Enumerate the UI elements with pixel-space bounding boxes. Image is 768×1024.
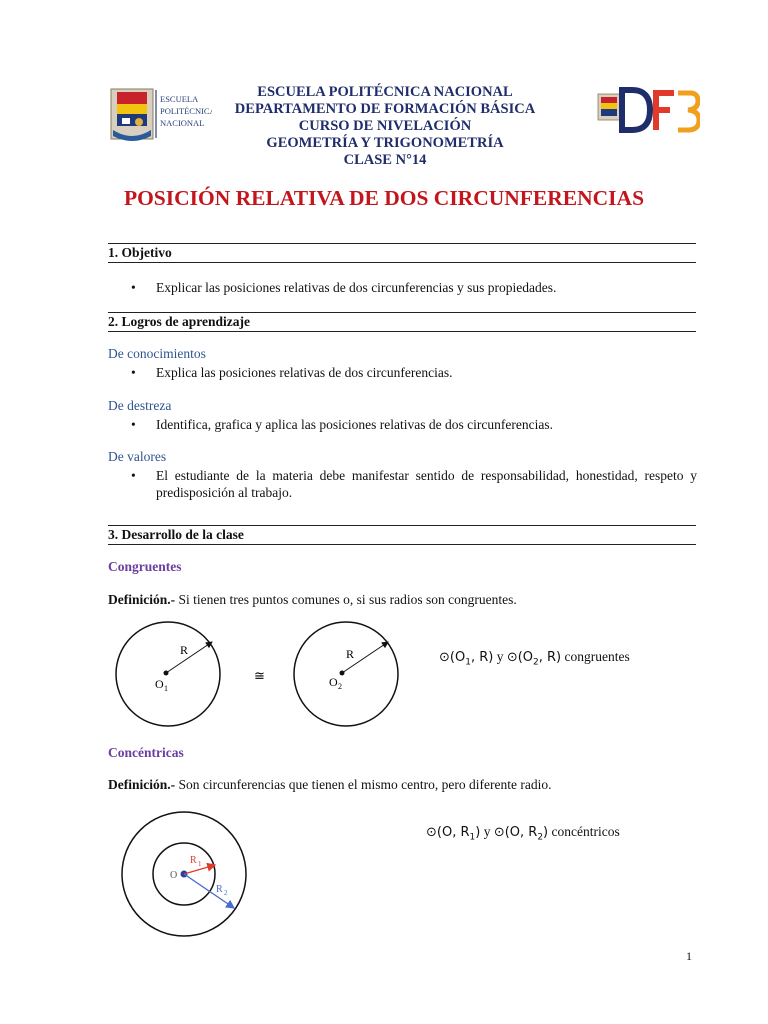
notation-c2-end: , R) [538, 650, 562, 665]
header-line-2: DEPARTAMENTO DE FORMACIÓN BÁSICA [234, 101, 536, 117]
notation-word: concéntricos [548, 824, 620, 839]
notation-c1: ⊙(O, R [426, 825, 470, 840]
definition-congruentes [108, 592, 698, 608]
concentric-circles-figure [112, 808, 252, 946]
list-item [131, 467, 697, 501]
notation-concentricas [426, 824, 620, 843]
header-line-3: CURSO DE NIVELACIÓN [298, 118, 472, 134]
notation-c1-sub: 1 [469, 832, 476, 843]
notation-c2-end: ) [543, 825, 549, 840]
center-label-2-sub: 2 [338, 682, 342, 691]
notation-y: y [480, 824, 494, 839]
center-label-1-sub: 1 [164, 684, 168, 693]
notation-c1-end: ) [475, 825, 481, 840]
objetivo-text: Explicar las posiciones relativas de dos circunferencias y sus propiedades. [156, 280, 557, 295]
center-label-2: O [329, 675, 338, 689]
definition-text: Si tienen tres puntos comunes o, si sus radios son congruentes. [175, 592, 517, 607]
center-label-1: O [155, 677, 164, 691]
definition-text: Son circunferencias que tienen el mismo centro, pero diferente radio. [175, 777, 552, 792]
notation-c1: ⊙(O [439, 650, 466, 665]
destreza-text: Identifica, grafica y aplica las posiciones relativas de dos circunferencias. [156, 417, 553, 432]
r1-label-sub: 1 [198, 860, 202, 868]
r2-label: R [216, 884, 223, 895]
definition-label: Definición.- [108, 777, 176, 792]
definition-label: Definición.- [108, 592, 176, 607]
r1-label: R [190, 855, 197, 866]
radius-label-1: R [180, 643, 189, 657]
dfb-logo [596, 86, 700, 134]
notation-c2-sub: 2 [533, 657, 539, 668]
epn-logo-line-1: ESCUELA [160, 94, 199, 104]
list-item [131, 416, 697, 433]
bullet-icon: • [131, 280, 136, 295]
page-title: POSICIÓN RELATIVA DE DOS CIRCUNFERENCIAS [123, 186, 645, 210]
valores-text: El estudiante de la materia debe manifestar sentido de responsabilidad, honestidad, respeto y predisposición al trabajo. [156, 468, 697, 500]
section-heading-objetivo: 1. Objetivo [108, 243, 696, 263]
subheading-valores: De valores [108, 449, 167, 464]
institution-header [200, 84, 570, 169]
notation-c2: ⊙(O [506, 650, 534, 665]
epn-logo-line-3: NACIONAL [160, 118, 205, 128]
congruent-symbol: ≅ [254, 668, 265, 683]
circle-2 [294, 622, 398, 726]
header-line-1: ESCUELA POLITÉCNICA NACIONAL [257, 84, 513, 100]
conocimientos-text: Explica las posiciones relativas de dos circunferencias. [156, 365, 453, 380]
bullet-icon: • [131, 417, 136, 432]
notation-c2-sub: 2 [537, 832, 544, 843]
subheading-conocimientos: De conocimientos [108, 346, 206, 361]
notation-word: congruentes [561, 649, 630, 664]
dfb-logo-text: DFB [648, 133, 650, 134]
congruent-circles-figure [110, 618, 430, 730]
r2-label-sub: 2 [224, 889, 228, 897]
section-heading-logros: 2. Logros de aprendizaje [108, 312, 696, 332]
subheading-congruentes: Congruentes [108, 559, 182, 574]
notation-congruentes [439, 649, 630, 668]
bullet-icon: • [131, 365, 136, 380]
subheading-destreza: De destreza [108, 398, 172, 413]
header-line-4: GEOMETRÍA Y TRIGONOMETRÍA [266, 135, 504, 151]
epn-logo-line-2: POLITÉCNICA [160, 106, 212, 116]
notation-y: y [493, 649, 507, 664]
radius-label-2: R [346, 647, 355, 661]
notation-c1-end: , R) [470, 650, 494, 665]
header-line-5: CLASE N°14 [343, 152, 427, 168]
definition-concentricas [108, 777, 698, 793]
page-number: 1 [686, 949, 692, 963]
list-item [131, 279, 697, 296]
subheading-concentricas: Concéntricas [108, 745, 184, 760]
center-label: O [170, 870, 178, 881]
epn-logo [108, 86, 212, 144]
bullet-icon: • [131, 468, 136, 483]
list-item [131, 364, 697, 381]
notation-c2: ⊙(O, R [493, 825, 538, 840]
notation-c1-sub: 1 [465, 657, 471, 668]
section-heading-desarrollo: 3. Desarrollo de la clase [108, 525, 696, 545]
